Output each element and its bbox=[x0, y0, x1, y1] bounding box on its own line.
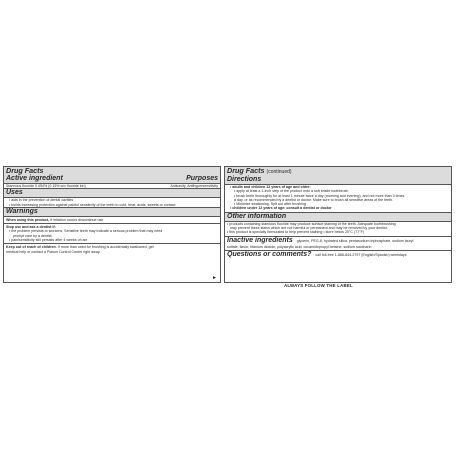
drug-facts-title: Drug Facts bbox=[6, 166, 44, 175]
directions-item: • adults and children 12 years of age and older: bbox=[230, 185, 311, 189]
stop-use-item: • the problem persists or worsens. Sensitive teeth may indicate a serious problem that may need bbox=[9, 229, 163, 234]
always-follow-label-text: ALWAYS FOLLOW THE LABEL bbox=[284, 283, 353, 288]
keep-out-line-2: medical help or contact a Poison Control Center right away. bbox=[6, 249, 101, 254]
other-information-item: may prevent these stains which are not harmful or permanent and may be removed by your dentist. bbox=[230, 226, 388, 231]
other-information-heading: Other information bbox=[227, 212, 287, 220]
purposes-text: Anticavity, Antihypersensitivity bbox=[170, 184, 218, 188]
directions-heading: Directions bbox=[227, 176, 262, 183]
stop-use-item: prompt care by a dentist. bbox=[13, 233, 53, 238]
when-using-text: if irritation occurs discontinue use bbox=[50, 217, 104, 222]
active-ingredient-heading: Active ingredient bbox=[6, 175, 63, 182]
when-using-bold: When using this product, bbox=[6, 217, 50, 222]
keep-out-bold: Keep out of reach of children. bbox=[6, 245, 57, 250]
directions-item: a day, or as recommended by a dentist or doctor. Make sure to brush all sensitive areas of the teeth. bbox=[234, 197, 394, 202]
inactive-ingredients-text: glycerin, PEG-8, hydrated silica, pentasodium triphosphate, sodium lauryl bbox=[296, 238, 414, 243]
questions-heading: Questions or comments? bbox=[227, 250, 312, 258]
purposes-heading: Purposes bbox=[186, 175, 218, 182]
drug-facts-header-right bbox=[225, 167, 451, 185]
warnings-heading: Warnings bbox=[6, 207, 38, 215]
active-ingredient-text: Stannous fluoride 0.454% (0.15% w/v fluoride ion) bbox=[6, 184, 86, 188]
uses-item: • builds increasing protection against painful sensitivity of the teeth to cold, heat, acids, sweets or contact bbox=[9, 202, 176, 207]
uses-item: • aids in the prevention of dental cavities bbox=[9, 198, 74, 203]
when-using-line bbox=[4, 217, 220, 224]
directions-item: • children under 12 years of age: consult a dentist or doctor bbox=[230, 206, 332, 211]
keep-out-text: If more than used for brushing is accidentally swallowed, get bbox=[57, 245, 154, 250]
directions-item: • brush teeth thoroughly for at least 1 minute twice a day (morning and evening), and not more than 3 times bbox=[234, 193, 405, 198]
other-information-item: • this product is specially formulated to help prevent staining • store below 25°C (77°F) bbox=[227, 230, 365, 235]
drug-facts-header-left bbox=[4, 167, 220, 184]
drug-facts-panel-left bbox=[3, 166, 221, 283]
inactive-ingredients-line-2: sulfate, flavor, titanium dioxide, polyacrylic acid, cocamidopropyl betaine, sodium saccharin bbox=[227, 244, 372, 249]
continued-suffix: (continued) bbox=[266, 169, 292, 175]
other-information-item: • products containing stannous fluoride may produce surface staining of the teeth. Adequate toothbrushing bbox=[227, 221, 396, 226]
uses-heading: Uses bbox=[6, 189, 23, 197]
drug-facts-continued-title bbox=[225, 167, 451, 176]
directions-item: • apply at least a 1-inch strip of the product onto a soft bristle toothbrush bbox=[234, 189, 349, 194]
questions-text: call toll-free 1-866-844-2797 (English/Spanish) weekdays bbox=[315, 252, 407, 257]
drug-facts-title-right: Drug Facts bbox=[227, 166, 265, 175]
stop-use-item: • pain/sensitivity still persists after 4 weeks of use bbox=[9, 238, 88, 243]
continue-arrow-icon: ► bbox=[212, 275, 217, 281]
inactive-ingredients-heading: Inactive ingredients bbox=[227, 236, 293, 244]
stop-use-heading: Stop use and ask a dentist if: bbox=[6, 225, 56, 230]
directions-item: • Minimize swallowing. Spit out after brushing bbox=[234, 202, 306, 207]
drug-facts-panel-right bbox=[224, 166, 452, 283]
